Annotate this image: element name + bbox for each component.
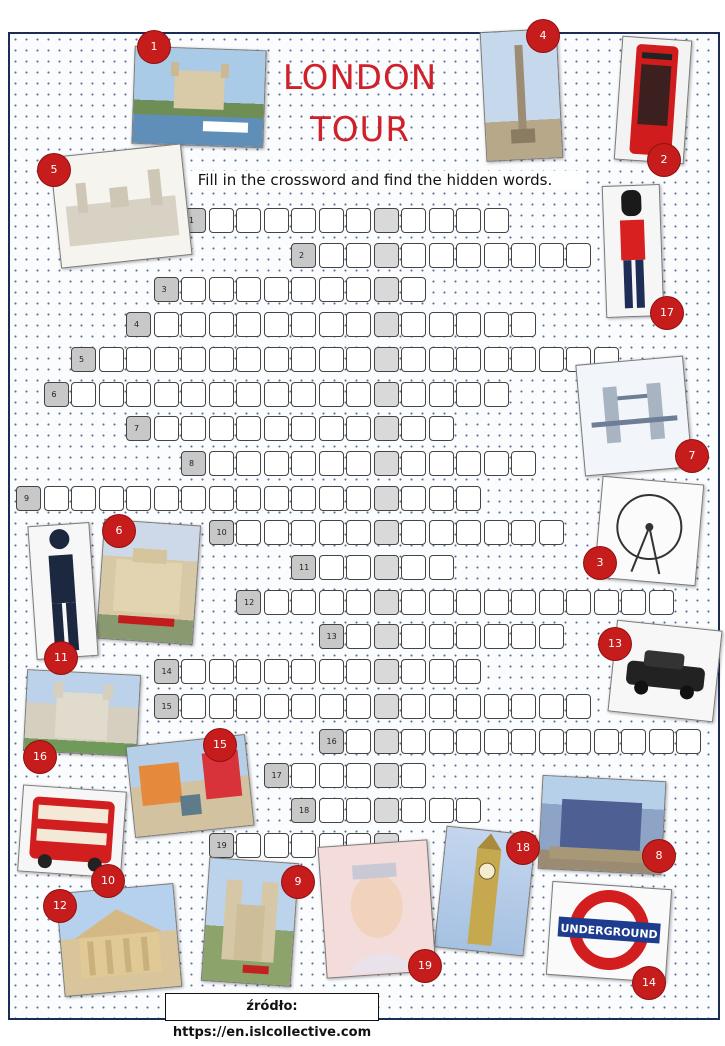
clue-number-cell	[44, 382, 69, 407]
royal-guard-icon	[603, 185, 664, 317]
clue-number: 4	[134, 320, 140, 330]
letter-cell[interactable]	[566, 729, 591, 754]
clue-number: 17	[271, 771, 282, 781]
hidden-word-cell[interactable]	[374, 347, 399, 372]
letter-cell[interactable]	[484, 208, 509, 233]
picture-17	[602, 184, 665, 318]
letter-cell[interactable]	[456, 729, 481, 754]
letter-cell[interactable]	[566, 590, 591, 615]
hidden-word-cell[interactable]	[374, 624, 399, 649]
letter-cell[interactable]	[456, 347, 481, 372]
letter-cell[interactable]	[236, 312, 261, 337]
letter-cell[interactable]	[236, 382, 261, 407]
letter-cell[interactable]	[154, 486, 179, 511]
clue-number-cell	[71, 347, 96, 372]
letter-cell[interactable]	[511, 624, 536, 649]
letter-cell[interactable]	[319, 798, 344, 823]
letter-cell[interactable]	[511, 451, 536, 476]
letter-cell[interactable]	[264, 208, 289, 233]
letter-cell[interactable]	[71, 382, 96, 407]
letter-cell[interactable]	[236, 833, 261, 858]
letter-cell[interactable]	[401, 555, 426, 580]
badge-3: 3	[584, 547, 616, 579]
letter-cell[interactable]	[319, 590, 344, 615]
letter-cell[interactable]	[456, 451, 481, 476]
letter-cell[interactable]	[539, 590, 564, 615]
clue-number-cell	[319, 729, 344, 754]
letter-cell[interactable]	[181, 694, 206, 719]
letter-cell[interactable]	[429, 729, 454, 754]
badge-19: 19	[409, 950, 441, 982]
letter-cell[interactable]	[346, 416, 371, 441]
letter-cell[interactable]	[71, 486, 96, 511]
letter-cell[interactable]	[401, 763, 426, 788]
clue-number-cell	[236, 590, 261, 615]
letter-cell[interactable]	[319, 347, 344, 372]
letter-cell[interactable]	[319, 694, 344, 719]
letter-cell[interactable]	[401, 243, 426, 268]
letter-cell[interactable]	[484, 382, 509, 407]
letter-cell[interactable]	[209, 347, 234, 372]
letter-cell[interactable]	[484, 520, 509, 545]
letter-cell[interactable]	[511, 729, 536, 754]
clue-number-cell	[16, 486, 41, 511]
letter-cell[interactable]	[511, 520, 536, 545]
letter-cell[interactable]	[484, 347, 509, 372]
letter-cell[interactable]	[346, 590, 371, 615]
clue-number: 10	[216, 528, 227, 538]
clue-number-cell	[154, 659, 179, 684]
letter-cell[interactable]	[649, 590, 674, 615]
letter-cell[interactable]	[209, 208, 234, 233]
letter-cell[interactable]	[291, 382, 316, 407]
letter-cell[interactable]	[456, 243, 481, 268]
clue-number-cell	[319, 624, 344, 649]
letter-cell[interactable]	[621, 729, 646, 754]
letter-cell[interactable]	[209, 416, 234, 441]
letter-cell[interactable]	[429, 590, 454, 615]
hidden-word-cell[interactable]	[374, 277, 399, 302]
letter-cell[interactable]	[126, 347, 151, 372]
letter-cell[interactable]	[346, 451, 371, 476]
badge-10: 10	[92, 865, 124, 897]
letter-cell[interactable]	[511, 312, 536, 337]
instructions: Fill in the crossword and find the hidden words.	[165, 171, 585, 189]
letter-cell[interactable]	[539, 243, 564, 268]
letter-cell[interactable]	[429, 451, 454, 476]
letter-cell[interactable]	[401, 486, 426, 511]
letter-cell[interactable]	[236, 208, 261, 233]
letter-cell[interactable]	[346, 694, 371, 719]
letter-cell[interactable]	[401, 312, 426, 337]
picture-2	[614, 36, 692, 165]
badge-17: 17	[651, 297, 683, 329]
hidden-word-cell[interactable]	[374, 520, 399, 545]
letter-cell[interactable]	[429, 347, 454, 372]
hidden-word-cell[interactable]	[374, 590, 399, 615]
badge-9: 9	[282, 866, 314, 898]
letter-cell[interactable]	[264, 520, 289, 545]
hidden-word-cell[interactable]	[374, 416, 399, 441]
letter-cell[interactable]	[401, 729, 426, 754]
letter-cell[interactable]	[346, 382, 371, 407]
letter-cell[interactable]	[539, 729, 564, 754]
picture-11	[27, 522, 98, 660]
badge-13: 13	[599, 628, 631, 660]
hidden-word-cell[interactable]	[374, 659, 399, 684]
letter-cell[interactable]	[264, 590, 289, 615]
letter-cell[interactable]	[566, 694, 591, 719]
letter-cell[interactable]	[429, 486, 454, 511]
letter-cell[interactable]	[456, 382, 481, 407]
letter-cell[interactable]	[319, 763, 344, 788]
letter-cell[interactable]	[401, 451, 426, 476]
tower-bridge-icon	[576, 357, 691, 476]
clue-number: 6	[51, 389, 57, 399]
letter-cell[interactable]	[209, 382, 234, 407]
letter-cell[interactable]	[236, 347, 261, 372]
clue-number: 12	[244, 597, 255, 607]
letter-cell[interactable]	[126, 486, 151, 511]
letter-cell[interactable]	[181, 416, 206, 441]
clue-number: 14	[161, 667, 172, 677]
letter-cell[interactable]	[539, 694, 564, 719]
letter-cell[interactable]	[346, 729, 371, 754]
clue-number-cell	[291, 243, 316, 268]
badge-14: 14	[633, 967, 665, 999]
letter-cell[interactable]	[484, 312, 509, 337]
letter-cell[interactable]	[401, 347, 426, 372]
clue-number-cell	[209, 833, 234, 858]
letter-cell[interactable]	[181, 347, 206, 372]
letter-cell[interactable]	[264, 694, 289, 719]
letter-cell[interactable]	[456, 798, 481, 823]
letter-cell[interactable]	[429, 659, 454, 684]
letter-cell[interactable]	[291, 277, 316, 302]
double-decker-bus-icon	[18, 786, 126, 878]
letter-cell[interactable]	[264, 833, 289, 858]
phone-box-icon	[615, 37, 691, 163]
letter-cell[interactable]	[511, 590, 536, 615]
letter-cell[interactable]	[456, 659, 481, 684]
letter-cell[interactable]	[264, 486, 289, 511]
letter-cell[interactable]	[429, 555, 454, 580]
letter-cell[interactable]	[649, 729, 674, 754]
letter-cell[interactable]	[401, 520, 426, 545]
letter-cell[interactable]	[291, 347, 316, 372]
letter-cell[interactable]	[264, 451, 289, 476]
letter-cell[interactable]	[401, 624, 426, 649]
letter-cell[interactable]	[291, 694, 316, 719]
underground-sign-text: UNDERGROUND	[560, 921, 659, 942]
hidden-word-cell[interactable]	[374, 729, 399, 754]
letter-cell[interactable]	[346, 659, 371, 684]
clue-number: 16	[326, 736, 337, 746]
letter-cell[interactable]	[264, 382, 289, 407]
letter-cell[interactable]	[319, 243, 344, 268]
letter-cell[interactable]	[209, 659, 234, 684]
letter-cell[interactable]	[429, 798, 454, 823]
houses-of-parliament-icon	[51, 145, 195, 268]
clue-number-cell	[291, 798, 316, 823]
letter-cell[interactable]	[181, 486, 206, 511]
letter-cell[interactable]	[181, 277, 206, 302]
letter-cell[interactable]	[319, 208, 344, 233]
letter-cell[interactable]	[154, 312, 179, 337]
letter-cell[interactable]	[209, 312, 234, 337]
clue-number: 13	[326, 632, 337, 642]
letter-cell[interactable]	[236, 486, 261, 511]
letter-cell[interactable]	[291, 590, 316, 615]
clue-number-cell	[264, 763, 289, 788]
letter-cell[interactable]	[236, 659, 261, 684]
clue-number: 1	[189, 216, 195, 225]
letter-cell[interactable]	[209, 277, 234, 302]
letter-cell[interactable]	[456, 312, 481, 337]
hidden-word-cell[interactable]	[374, 798, 399, 823]
hidden-word-cell[interactable]	[374, 451, 399, 476]
letter-cell[interactable]	[181, 382, 206, 407]
letter-cell[interactable]	[319, 277, 344, 302]
letter-cell[interactable]	[594, 729, 619, 754]
letter-cell[interactable]	[44, 486, 69, 511]
letter-cell[interactable]	[319, 520, 344, 545]
letter-cell[interactable]	[264, 347, 289, 372]
letter-cell[interactable]	[346, 798, 371, 823]
letter-cell[interactable]	[511, 243, 536, 268]
badge-8: 8	[643, 840, 675, 872]
badge-1: 1	[138, 31, 170, 63]
letter-cell[interactable]	[401, 277, 426, 302]
letter-cell[interactable]	[484, 624, 509, 649]
letter-cell[interactable]	[291, 451, 316, 476]
badge-16: 16	[24, 741, 56, 773]
letter-cell[interactable]	[621, 590, 646, 615]
clue-number: 2	[299, 250, 305, 260]
letter-cell[interactable]	[236, 416, 261, 441]
badge-5: 5	[38, 154, 70, 186]
letter-cell[interactable]	[264, 416, 289, 441]
letter-cell[interactable]	[291, 486, 316, 511]
letter-cell[interactable]	[319, 382, 344, 407]
letter-cell[interactable]	[456, 486, 481, 511]
policeman-icon	[28, 523, 97, 659]
clue-number-cell	[126, 416, 151, 441]
letter-cell[interactable]	[346, 624, 371, 649]
picture-7	[575, 356, 692, 477]
letter-cell[interactable]	[291, 520, 316, 545]
letter-cell[interactable]	[236, 520, 261, 545]
badge-6: 6	[103, 515, 135, 547]
letter-cell[interactable]	[319, 555, 344, 580]
letter-cell[interactable]	[346, 347, 371, 372]
letter-cell[interactable]	[291, 833, 316, 858]
letter-cell[interactable]	[291, 763, 316, 788]
letter-cell[interactable]	[429, 624, 454, 649]
badge-12: 12	[44, 890, 76, 922]
letter-cell[interactable]	[539, 347, 564, 372]
letter-cell[interactable]	[401, 590, 426, 615]
hidden-word-cell[interactable]	[374, 763, 399, 788]
letter-cell[interactable]	[346, 520, 371, 545]
hidden-word-cell[interactable]	[374, 555, 399, 580]
letter-cell[interactable]	[181, 312, 206, 337]
letter-cell[interactable]	[209, 694, 234, 719]
letter-cell[interactable]	[456, 590, 481, 615]
letter-cell[interactable]	[154, 382, 179, 407]
hidden-word-cell[interactable]	[374, 312, 399, 337]
letter-cell[interactable]	[456, 208, 481, 233]
letter-cell[interactable]	[594, 590, 619, 615]
letter-cell[interactable]	[429, 208, 454, 233]
letter-cell[interactable]	[346, 208, 371, 233]
letter-cell[interactable]	[236, 451, 261, 476]
letter-cell[interactable]	[291, 416, 316, 441]
letter-cell[interactable]	[676, 729, 701, 754]
title-line-1: LONDON	[282, 58, 438, 98]
clue-number-cell	[154, 277, 179, 302]
letter-cell[interactable]	[346, 312, 371, 337]
letter-cell[interactable]	[99, 382, 124, 407]
hidden-word-cell[interactable]	[374, 382, 399, 407]
letter-cell[interactable]	[99, 347, 124, 372]
letter-cell[interactable]	[346, 763, 371, 788]
badge-15: 15	[204, 729, 236, 761]
hidden-word-cell[interactable]	[374, 486, 399, 511]
badge-7: 7	[676, 440, 708, 472]
clue-number: 7	[134, 424, 140, 434]
letter-cell[interactable]	[429, 520, 454, 545]
letter-cell[interactable]	[319, 451, 344, 476]
clue-number-cell	[291, 555, 316, 580]
hidden-word-cell[interactable]	[374, 694, 399, 719]
picture-5	[50, 143, 193, 268]
letter-cell[interactable]	[456, 624, 481, 649]
letter-cell[interactable]	[456, 520, 481, 545]
letter-cell[interactable]	[484, 451, 509, 476]
letter-cell[interactable]	[126, 382, 151, 407]
letter-cell[interactable]	[456, 694, 481, 719]
clue-number: 9	[24, 493, 30, 503]
letter-cell[interactable]	[346, 277, 371, 302]
letter-cell[interactable]	[291, 659, 316, 684]
letter-cell[interactable]	[154, 347, 179, 372]
letter-cell[interactable]	[429, 312, 454, 337]
letter-cell[interactable]	[236, 694, 261, 719]
badge-18: 18	[507, 832, 539, 864]
clue-number-cell	[126, 312, 151, 337]
letter-cell[interactable]	[401, 659, 426, 684]
letter-cell[interactable]	[236, 277, 261, 302]
clue-number: 5	[79, 354, 85, 364]
title-line-2: TOUR	[309, 110, 411, 150]
letter-cell[interactable]	[264, 277, 289, 302]
clue-number: 15	[161, 701, 172, 711]
clue-number: 11	[299, 563, 310, 572]
letter-cell[interactable]	[346, 243, 371, 268]
letter-cell[interactable]	[484, 729, 509, 754]
letter-cell[interactable]	[429, 416, 454, 441]
letter-cell[interactable]	[291, 208, 316, 233]
hidden-word-cell[interactable]	[374, 243, 399, 268]
letter-cell[interactable]	[319, 416, 344, 441]
clue-number-cell	[154, 694, 179, 719]
letter-cell[interactable]	[511, 694, 536, 719]
letter-cell[interactable]	[319, 659, 344, 684]
letter-cell[interactable]	[429, 243, 454, 268]
letter-cell[interactable]	[181, 659, 206, 684]
letter-cell[interactable]	[401, 208, 426, 233]
letter-cell[interactable]	[401, 416, 426, 441]
letter-cell[interactable]	[401, 694, 426, 719]
clue-number-cell	[181, 451, 206, 476]
hidden-word-cell[interactable]	[374, 208, 399, 233]
letter-cell[interactable]	[319, 486, 344, 511]
letter-cell[interactable]	[539, 624, 564, 649]
clue-number: 3	[161, 285, 167, 295]
letter-cell[interactable]	[539, 520, 564, 545]
letter-cell[interactable]	[264, 312, 289, 337]
letter-cell[interactable]	[429, 694, 454, 719]
letter-cell[interactable]	[291, 312, 316, 337]
clue-number: 19	[216, 840, 227, 850]
badge-11: 11	[45, 642, 77, 674]
letter-cell[interactable]	[511, 347, 536, 372]
clue-number: 18	[299, 805, 310, 815]
letter-cell[interactable]	[346, 486, 371, 511]
letter-cell[interactable]	[484, 243, 509, 268]
letter-cell[interactable]	[319, 312, 344, 337]
letter-cell[interactable]	[429, 382, 454, 407]
clue-number: 8	[189, 458, 195, 468]
letter-cell[interactable]	[264, 659, 289, 684]
letter-cell[interactable]	[484, 590, 509, 615]
clue-number-cell	[209, 520, 234, 545]
badge-2: 2	[648, 144, 680, 176]
badge-4: 4	[527, 20, 559, 52]
letter-cell[interactable]	[346, 555, 371, 580]
letter-cell[interactable]	[401, 382, 426, 407]
letter-cell[interactable]	[566, 243, 591, 268]
letter-cell[interactable]	[401, 798, 426, 823]
letter-cell[interactable]	[154, 416, 179, 441]
letter-cell[interactable]	[209, 451, 234, 476]
letter-cell[interactable]	[99, 486, 124, 511]
letter-cell[interactable]	[484, 694, 509, 719]
source-credit: źródło: https://en.islcollective.com	[165, 993, 379, 1021]
letter-cell[interactable]	[209, 486, 234, 511]
